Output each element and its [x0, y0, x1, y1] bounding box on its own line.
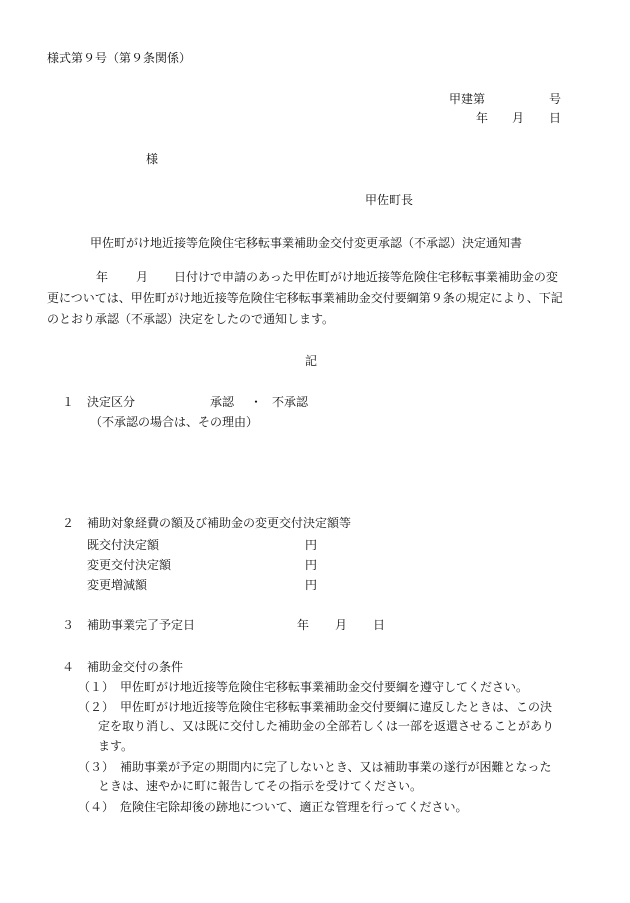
addressee-suffix: 様 — [146, 152, 159, 166]
amount-row-unit: 円 — [305, 558, 318, 572]
section3-day: 日 — [373, 618, 386, 632]
document-title: 甲佐町がけ地近接等危険住宅移転事業補助金交付変更承認（不承認）決定通知書 — [90, 236, 523, 250]
amount-row-label: 変更増減額 — [87, 578, 148, 592]
date-year: 年 — [476, 111, 489, 125]
section1-number: １ — [62, 395, 75, 409]
section3-label: 補助事業完了予定日 — [87, 618, 196, 632]
section1-approve: 承認 — [210, 395, 235, 409]
section1-separator: ・ — [250, 395, 263, 409]
section1-reject: 不承認 — [272, 395, 309, 409]
section1-label: 決定区分 — [87, 395, 136, 409]
body-year: 年 — [96, 270, 109, 284]
amount-row-unit: 円 — [305, 538, 318, 552]
amount-row-label: 既交付決定額 — [87, 538, 160, 552]
condition-marker: （２） — [78, 700, 115, 714]
doc-number-suffix: 号 — [549, 92, 562, 106]
condition-marker: （４） — [78, 800, 115, 814]
condition-text: 定を取り消し、又は既に交付した補助金の全部若しくは一部を返還させることがあり — [98, 719, 555, 733]
ki-heading: 記 — [305, 354, 318, 368]
section3-month: 月 — [335, 618, 348, 632]
form-number: 様式第９号（第９条関係） — [47, 51, 192, 65]
condition-text: 甲佐町がけ地近接等危険住宅移転事業補助金交付要綱を遵守してください。 — [120, 680, 529, 694]
issuer: 甲佐町長 — [365, 193, 414, 207]
date-day: 日 — [549, 111, 562, 125]
date-month: 月 — [512, 111, 525, 125]
body-line-1: 日付けで申請のあった甲佐町がけ地近接等危険住宅移転事業補助金の変 — [174, 270, 558, 284]
section4-label: 補助金交付の条件 — [87, 660, 184, 674]
body-line-2: 更については、甲佐町がけ地近接等危険住宅移転事業補助金交付要綱第９条の規定により、下記 — [47, 291, 563, 305]
condition-text: 補助事業が予定の期間内に完了しないとき、又は補助事業の遂行が困難となった — [120, 760, 552, 774]
amount-row-unit: 円 — [305, 578, 318, 592]
section4-number: ４ — [62, 660, 75, 674]
condition-marker: （１） — [78, 680, 115, 694]
doc-number-prefix: 甲建第 — [449, 92, 486, 106]
condition-text: ます。 — [98, 739, 134, 753]
section3-year: 年 — [297, 618, 310, 632]
amount-row-label: 変更交付決定額 — [87, 558, 172, 572]
condition-marker: （３） — [78, 760, 115, 774]
condition-text: 危険住宅除却後の跡地について、適正な管理を行ってください。 — [120, 800, 468, 814]
body-month: 月 — [136, 270, 149, 284]
section1-note: （不承認の場合は、その理由） — [90, 415, 259, 429]
condition-text: ときは、速やかに町に報告してその指示を受けてください。 — [98, 779, 423, 793]
body-line-3: のとおり承認（不承認）決定をしたので通知します。 — [47, 312, 335, 326]
section2-number: ２ — [62, 516, 75, 530]
condition-text: 甲佐町がけ地近接等危険住宅移転事業補助金交付要綱に違反したときは、この決 — [120, 700, 553, 714]
section3-number: ３ — [62, 618, 75, 632]
section2-label: 補助対象経費の額及び補助金の変更交付決定額等 — [87, 516, 352, 530]
